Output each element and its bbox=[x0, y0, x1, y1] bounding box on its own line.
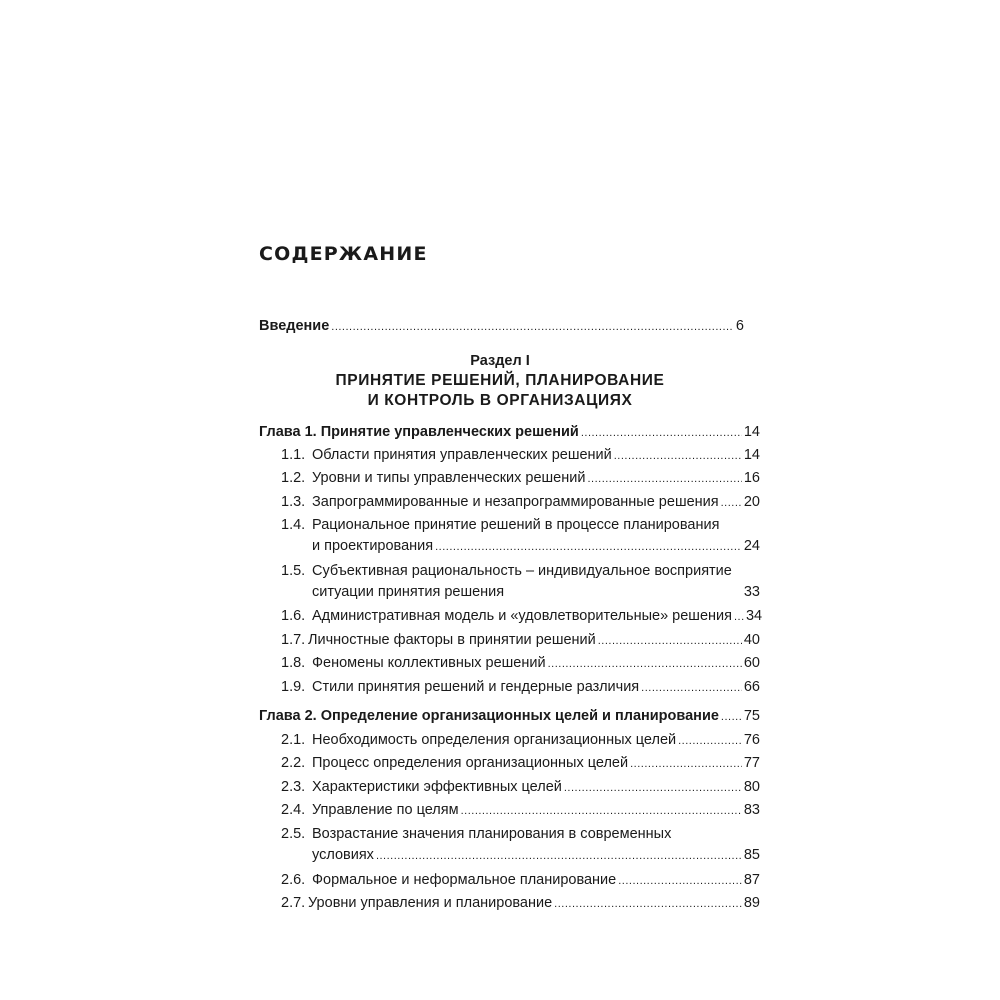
leader-dots bbox=[331, 318, 734, 336]
toc-page-number: 66 bbox=[743, 679, 760, 695]
toc-entry-number: 2.4. bbox=[281, 802, 306, 818]
toc-entry-label bbox=[281, 754, 628, 772]
toc-entry-text: Административная модель и «удовлетворительные» решения bbox=[312, 608, 732, 624]
toc-entry-label bbox=[281, 469, 585, 487]
toc-entry-text: Стили принятия решений и гендерные различия bbox=[312, 679, 640, 695]
section-number: Раздел I bbox=[470, 353, 530, 369]
toc-entry-number: 2.3. bbox=[281, 779, 306, 795]
toc-entry-text: Уровни и типы управленческих решений bbox=[312, 470, 586, 486]
toc-entry-2-5-line2[interactable] bbox=[0, 846, 1000, 865]
section-title-line2: И КОНТРОЛЬ В ОРГАНИЗАЦИЯХ bbox=[367, 392, 633, 409]
toc-page-number: 14 bbox=[743, 447, 760, 463]
toc-entry-1-4-line1[interactable] bbox=[281, 516, 719, 534]
toc-page-number: 24 bbox=[743, 538, 760, 554]
toc-entry-text: Области принятия управленческих решений bbox=[312, 447, 612, 463]
toc-entry-label: Глава 2. Определение организационных целей и планирование bbox=[259, 708, 719, 724]
toc-page-number: 83 bbox=[743, 802, 760, 818]
toc-entry-label bbox=[281, 631, 596, 649]
toc-page-number: 40 bbox=[743, 632, 760, 648]
toc-entry-text: Рациональное принятие решений в процессе планирования bbox=[312, 517, 720, 533]
toc-entry-chapter-2[interactable] bbox=[0, 707, 1000, 726]
toc-entry-1-5-line1[interactable] bbox=[281, 562, 732, 580]
toc-page-number: 80 bbox=[743, 779, 760, 795]
toc-entry-1-1[interactable] bbox=[0, 446, 1000, 465]
toc-entry-1-2[interactable] bbox=[0, 469, 1000, 488]
toc-entry-label bbox=[281, 801, 459, 819]
toc-entry-label: Введение bbox=[259, 318, 330, 334]
toc-entry-label bbox=[281, 607, 732, 625]
leader-dots bbox=[618, 872, 742, 890]
leader-dots bbox=[641, 679, 742, 697]
toc-entry-text: Возрастание значения планирования в современных bbox=[312, 826, 672, 842]
toc-entry-1-3[interactable] bbox=[0, 493, 1000, 512]
toc-entry-label bbox=[281, 778, 562, 796]
toc-entry-label bbox=[281, 678, 639, 696]
toc-entry-1-6[interactable] bbox=[0, 607, 1000, 626]
toc-page-number: 14 bbox=[743, 424, 760, 440]
section-title-line1: ПРИНЯТИЕ РЕШЕНИЙ, ПЛАНИРОВАНИЕ bbox=[335, 372, 665, 389]
toc-page-number: 75 bbox=[743, 708, 760, 724]
toc-entry-label bbox=[281, 731, 676, 749]
toc-page-number: 85 bbox=[743, 847, 760, 863]
leader-dots bbox=[734, 608, 744, 626]
toc-entry-text: Субъективная рациональность – индивидуальное восприятие bbox=[312, 563, 732, 579]
toc-entry-number: 1.8. bbox=[281, 655, 306, 671]
leader-dots bbox=[678, 732, 742, 750]
leader-dots bbox=[548, 655, 742, 673]
toc-entry-number: 2.5. bbox=[281, 826, 306, 842]
toc-page-number: 77 bbox=[743, 755, 760, 771]
toc-entry-text: Управление по целям bbox=[312, 802, 459, 818]
toc-entry-1-8[interactable] bbox=[0, 654, 1000, 673]
toc-page-number: 16 bbox=[743, 470, 760, 486]
toc-entry-number: 1.2. bbox=[281, 470, 306, 486]
toc-page-number: 33 bbox=[743, 584, 760, 600]
toc-entry-number: 1.9. bbox=[281, 679, 306, 695]
toc-entry-number: 2.2. bbox=[281, 755, 306, 771]
toc-entry-text-cont: и проектирования bbox=[312, 538, 434, 554]
toc-entry-2-5-line1[interactable] bbox=[281, 825, 671, 843]
toc-entry-text: Формальное и неформальное планирование bbox=[312, 872, 617, 888]
toc-entry-number: 1.3. bbox=[281, 494, 306, 510]
toc-page-number: 6 bbox=[735, 318, 744, 334]
leader-dots bbox=[630, 755, 742, 773]
toc-entry-intro[interactable] bbox=[0, 317, 1000, 336]
toc-entry-text: Запрограммированные и незапрограммированные решения bbox=[312, 494, 719, 510]
leader-dots bbox=[721, 708, 742, 726]
toc-page-number: 60 bbox=[743, 655, 760, 671]
leader-dots bbox=[461, 802, 742, 820]
toc-entry-label: Глава 1. Принятие управленческих решений bbox=[259, 424, 579, 440]
toc-entry-text: Необходимость определения организационных целей bbox=[312, 732, 677, 748]
toc-entry-label bbox=[281, 493, 719, 511]
toc-entry-1-5-line2[interactable] bbox=[0, 583, 1000, 602]
toc-entry-number: 2.1. bbox=[281, 732, 306, 748]
toc-entry-text: Процесс определения организационных целей bbox=[312, 755, 629, 771]
toc-page-number: 87 bbox=[743, 872, 760, 888]
toc-entry-1-4-line2[interactable] bbox=[0, 537, 1000, 556]
leader-dots bbox=[598, 632, 742, 650]
toc-entry-chapter-1[interactable] bbox=[0, 423, 1000, 442]
toc-entry-text: Характеристики эффективных целей bbox=[312, 779, 562, 795]
toc-entry-2-6[interactable] bbox=[0, 871, 1000, 890]
toc-entry-text: Уровни управления и планирование bbox=[308, 895, 553, 911]
page-title: СОДЕРЖАНИЕ bbox=[259, 243, 428, 265]
toc-entry-number: 1.6. bbox=[281, 608, 306, 624]
leader-dots bbox=[587, 470, 741, 488]
toc-entry-2-1[interactable] bbox=[0, 731, 1000, 750]
toc-entry-label bbox=[281, 894, 552, 912]
toc-entry-2-4[interactable] bbox=[0, 801, 1000, 820]
toc-entry-1-7[interactable] bbox=[0, 631, 1000, 650]
toc-entry-number: 2.6. bbox=[281, 872, 306, 888]
leader-dots bbox=[721, 494, 742, 512]
toc-entry-text-cont: условиях bbox=[312, 847, 374, 863]
toc-page-number: 76 bbox=[743, 732, 760, 748]
toc-entry-number: 1.1. bbox=[281, 447, 306, 463]
toc-entry-2-2[interactable] bbox=[0, 754, 1000, 773]
toc-entry-label bbox=[281, 871, 616, 889]
toc-entry-text: Личностные факторы в принятии решений bbox=[308, 632, 596, 648]
toc-entry-number: 1.7. bbox=[281, 632, 306, 648]
toc-entry-number: 1.5. bbox=[281, 563, 306, 579]
toc-entry-2-7[interactable] bbox=[0, 894, 1000, 913]
toc-entry-text-cont: ситуации принятия решения bbox=[312, 584, 505, 600]
toc-entry-2-3[interactable] bbox=[0, 778, 1000, 797]
leader-dots bbox=[435, 538, 742, 556]
toc-entry-label bbox=[281, 654, 546, 672]
leader-dots bbox=[554, 895, 742, 913]
toc-page-number: 20 bbox=[743, 494, 760, 510]
toc-page-number: 34 bbox=[745, 608, 763, 624]
toc-entry-label bbox=[281, 446, 612, 464]
leader-dots bbox=[564, 779, 742, 797]
leader-dots bbox=[614, 447, 742, 465]
toc-entry-number: 1.4. bbox=[281, 517, 306, 533]
toc-entry-text: Феномены коллективных решений bbox=[312, 655, 546, 671]
toc-page-number: 89 bbox=[743, 895, 760, 911]
toc-entry-1-9[interactable] bbox=[0, 678, 1000, 697]
leader-dots bbox=[376, 847, 742, 865]
toc-entry-number: 2.7. bbox=[281, 895, 306, 911]
leader-dots bbox=[581, 424, 742, 442]
